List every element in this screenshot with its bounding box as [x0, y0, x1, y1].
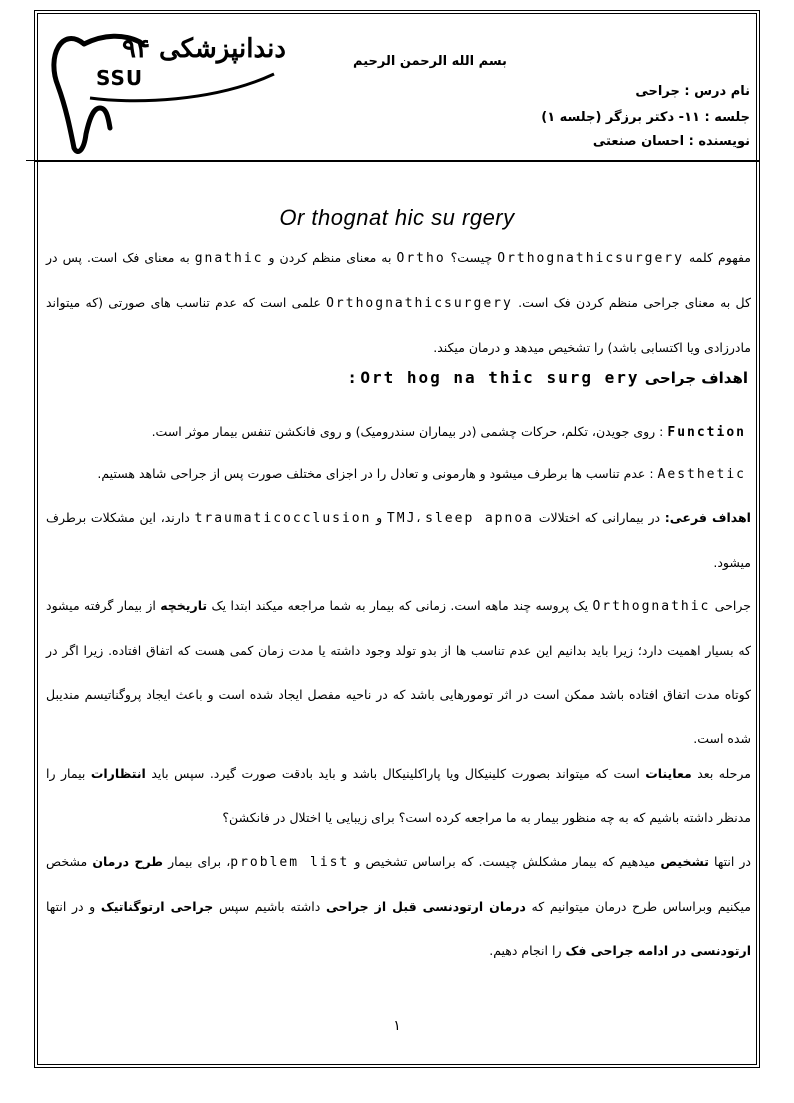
logo-title: دندانپزشکی ۹۴	[122, 34, 286, 64]
author-line: نویسنده : احسان صنعتی	[592, 134, 750, 149]
header-divider-tick	[26, 160, 36, 161]
basmala: بسم الله الرحمن الرحیم	[353, 54, 507, 69]
diagnosis-paragraph: در انتها تشخیص میدهیم که بیمار مشکلش چیست. که براساس تشخیص و problem list، برای بیمار طرح درمان مشخص میکنیم وبراساس طرح درمان میتوانیم که درمان ارتودنسی قبل از جراحی داشته باشیم سپس جراحی ارتوگناتیک و در انتها ارتودنسی در ادامه جراحی فک را انجام دهیم.	[46, 854, 752, 958]
session-line: جلسه : ۱۱- دکتر برزگر (جلسه ۱)	[541, 110, 750, 125]
sub-goals-paragraph: اهداف فرعی: در بیمارانی که اختلالات TMJ، sleep apnoa و traumaticocclusion دارند، این مشکلات برطرف میشود.	[46, 510, 751, 570]
function-item: Function : روی جویدن، تکلم، حرکات چشمی (در بیماران سندرومیک) و روی فانکشن تنفس بیمار موثر است.	[151, 424, 746, 440]
goals-heading: اهداف جراحی Ort hog na thic surg ery :	[349, 368, 748, 387]
logo-abbr: SSU	[96, 66, 144, 90]
intro-paragraph: مفهوم کلمه Orthognathicsurgery چیست؟ Ortho به معنای منظم کردن و gnathic به معنای فک است. پس در کل به معنای جراحی منظم کردن فک است. Orthognathicsurgery علمی است که عدم تناسب های صورتی (که میتواند مادرزادی ویا اکتسابی باشد) را تشخیص میدهد و درمان میکند.	[46, 250, 751, 355]
aesthetic-item: Aesthetic : عدم تناسب ها برطرف میشود و هارمونی و تعادل را در اجزای مختلف صورت پس از جراحی شاهد هستیم.	[97, 466, 746, 482]
history-paragraph: جراحی Orthognathic یک پروسه چند ماهه است. زمانی که بیمار به شما مراجعه میکند ابتدا یک تاریخچه از بیمار گرفته میشود که بسیار اهمیت دارد؛ زیرا باید بدانیم این عدم تناسب ها از بدو تولد وجود داشته یا مدت زمان کمی هست که اتفاق افتاده. زیرا اگر در کوتاه مدت اتفاق افتاده باشد ممکن است در اثر تومورهایی باشد که در ناحیه مفصل ایجاد شده است و باعث ایجاد پروگناتیسم مندیبل شده است.	[46, 598, 751, 746]
document-title: Or thognat hic su rgery	[279, 205, 515, 230]
header-divider	[34, 160, 760, 162]
page-number: ۱	[393, 1018, 401, 1034]
examination-paragraph: مرحله بعد معاینات است که میتواند بصورت کلینیکال ویا پاراکلینیکال باشد و باید بادقت صورت گیرد. سپس باید انتظارات بیمار را مدنظر داشته باشیم که به چه منظور بیمار به ما مراجعه کرده است؟ برای زیبایی یا اختلال در فانکشن؟	[46, 766, 751, 825]
course-line: نام درس : جراحی	[635, 84, 750, 99]
